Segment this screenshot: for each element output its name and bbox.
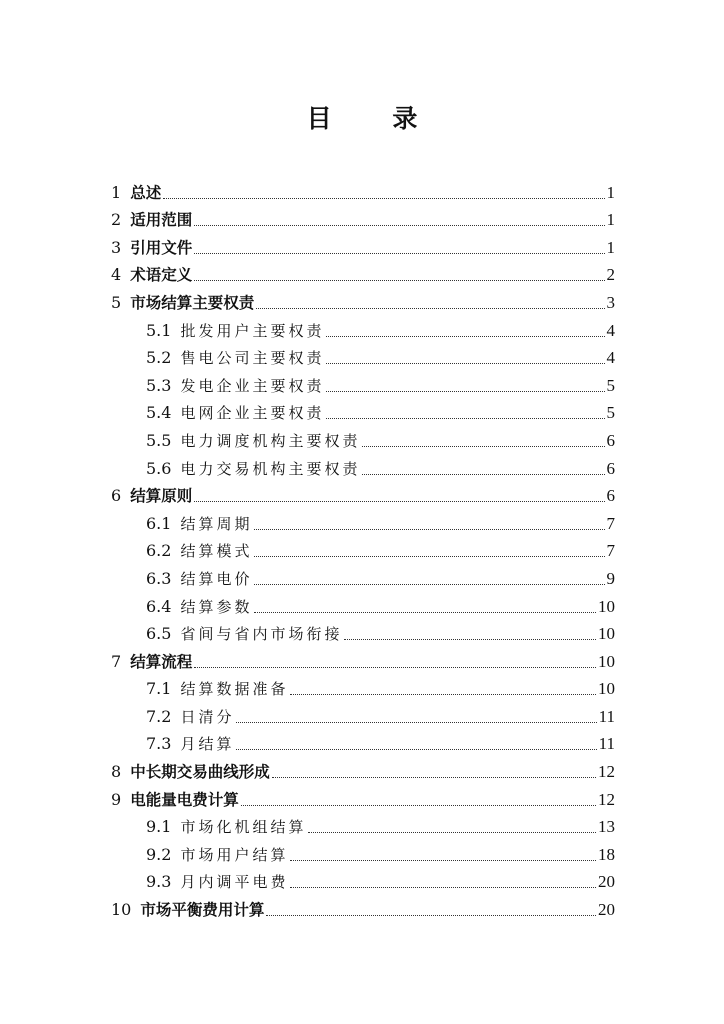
toc-entry-page-number: 6	[606, 486, 615, 506]
toc-entry-page-number: 5	[606, 375, 615, 395]
toc-entry-title: 月结算	[180, 735, 235, 754]
toc-entry[interactable]	[111, 647, 615, 675]
toc-entry[interactable]	[111, 454, 615, 482]
toc-entry-number: 9.2	[146, 844, 172, 864]
toc-entry[interactable]	[111, 730, 615, 758]
dot-leader	[326, 391, 604, 392]
dot-leader	[290, 887, 596, 888]
toc-entry-title: 电力交易机构主要权责	[180, 459, 361, 478]
dot-leader	[290, 694, 596, 695]
toc-entry-number: 7.1	[146, 679, 172, 699]
toc-entry-page-number: 3	[606, 292, 615, 312]
toc-entry-number: 10	[111, 900, 132, 920]
toc-entry[interactable]	[111, 371, 615, 399]
toc-entry-number: 7	[111, 651, 122, 671]
toc-entry[interactable]	[111, 509, 615, 537]
dot-leader	[326, 418, 604, 419]
toc-entry-page-number: 12	[598, 762, 615, 782]
toc-entry-title: 售电公司主要权责	[180, 349, 325, 368]
toc-entry-title: 发电企业主要权责	[180, 376, 325, 395]
toc-entry-title: 市场平衡费用计算	[140, 901, 265, 920]
toc-entry-number: 2	[111, 210, 122, 230]
toc-entry-page-number: 12	[598, 789, 615, 809]
toc-entry-title: 市场用户结算	[180, 845, 289, 864]
toc-entry-number: 5.5	[146, 430, 172, 450]
toc-entry[interactable]	[111, 895, 615, 923]
dot-leader	[326, 336, 604, 337]
page-title: 目 录	[306, 104, 444, 133]
toc-entry-page-number: 10	[598, 679, 615, 699]
toc-entry[interactable]	[111, 399, 615, 427]
dot-leader	[241, 805, 596, 806]
dot-leader	[194, 253, 604, 254]
dot-leader	[326, 363, 604, 364]
toc-entry[interactable]	[111, 206, 615, 234]
toc-entry[interactable]	[111, 233, 615, 261]
toc-entry-page-number: 11	[598, 734, 615, 754]
toc-entry-title: 市场化机组结算	[180, 818, 307, 837]
dot-leader	[236, 749, 596, 750]
toc-entry-page-number: 6	[606, 458, 615, 478]
toc-entry-page-number: 13	[598, 817, 615, 837]
toc-entry-number: 9.1	[146, 817, 172, 837]
dot-leader	[194, 667, 596, 668]
toc-entry-number: 6.4	[146, 596, 172, 616]
toc-entry-number: 7.2	[146, 706, 172, 726]
toc-entry[interactable]	[111, 840, 615, 868]
toc-entry[interactable]	[111, 316, 615, 344]
dot-leader	[344, 639, 596, 640]
toc-entry-title: 电力调度机构主要权责	[180, 431, 361, 450]
toc-entry-title: 电能量电费计算	[130, 790, 239, 809]
toc-entry[interactable]	[111, 564, 615, 592]
dot-leader	[194, 225, 604, 226]
dot-leader	[254, 584, 604, 585]
dot-leader	[272, 777, 596, 778]
toc-entry[interactable]	[111, 592, 615, 620]
toc-entry-number: 6.5	[146, 624, 172, 644]
dot-leader	[236, 722, 596, 723]
toc-entry-page-number: 5	[606, 403, 615, 423]
toc-entry[interactable]	[111, 482, 615, 510]
dot-leader	[163, 198, 604, 199]
toc-entry-number: 5.4	[146, 403, 172, 423]
toc-entry-title: 结算周期	[180, 514, 253, 533]
toc-entry-title: 结算数据准备	[180, 680, 289, 699]
toc-entry[interactable]	[111, 426, 615, 454]
toc-entry-number: 5.3	[146, 375, 172, 395]
toc-entry-title: 月内调平电费	[180, 873, 289, 892]
dot-leader	[256, 308, 604, 309]
toc-entry-title: 适用范围	[130, 211, 193, 230]
toc-entry-number: 7.3	[146, 734, 172, 754]
toc-entry-number: 6.1	[146, 513, 172, 533]
dot-leader	[266, 915, 596, 916]
toc-entry-title: 结算电价	[180, 569, 253, 588]
dot-leader	[362, 474, 604, 475]
toc-entry-page-number: 9	[606, 568, 615, 588]
toc-entry-number: 6.3	[146, 568, 172, 588]
toc-entry-page-number: 4	[606, 320, 615, 340]
toc-entry-title: 市场结算主要权责	[130, 293, 255, 312]
toc-entry-page-number: 1	[606, 182, 615, 202]
toc-entry-page-number: 6	[606, 430, 615, 450]
toc-entry-page-number: 20	[598, 872, 615, 892]
toc-entry-page-number: 10	[598, 596, 615, 616]
toc-entry[interactable]	[111, 702, 615, 730]
toc-entry-title: 术语定义	[130, 266, 193, 285]
toc-entry-title: 结算参数	[180, 597, 253, 616]
toc-entry[interactable]	[111, 757, 615, 785]
toc-entry-number: 1	[111, 182, 122, 202]
toc-entry-title: 结算原则	[130, 487, 193, 506]
dot-leader	[194, 501, 604, 502]
toc-entry-page-number: 7	[606, 513, 615, 533]
toc-entry-number: 9.3	[146, 872, 172, 892]
toc-entry-title: 中长期交易曲线形成	[130, 763, 270, 782]
toc-entry-number: 5.1	[146, 320, 172, 340]
toc-entry-title: 结算模式	[180, 542, 253, 561]
toc-entry-number: 9	[111, 789, 122, 809]
toc-entry[interactable]	[111, 344, 615, 372]
dot-leader	[308, 832, 596, 833]
toc-entry-page-number: 4	[606, 348, 615, 368]
toc-entry[interactable]	[111, 675, 615, 703]
toc-entry[interactable]	[111, 620, 615, 648]
dot-leader	[254, 529, 604, 530]
toc-entry-title: 结算流程	[130, 652, 193, 671]
dot-leader	[362, 446, 604, 447]
toc-entry-number: 3	[111, 237, 122, 257]
dot-leader	[254, 612, 596, 613]
toc-entry-number: 5.2	[146, 348, 172, 368]
toc-entry-page-number: 10	[598, 651, 615, 671]
toc-entry-number: 5	[111, 292, 122, 312]
toc-entry-page-number: 11	[598, 706, 615, 726]
toc-entry-title: 总述	[130, 183, 162, 202]
toc-entry-title: 引用文件	[130, 238, 193, 257]
toc-entry[interactable]	[111, 261, 615, 289]
toc-entry-title: 批发用户主要权责	[180, 321, 325, 340]
toc-entry-title: 省间与省内市场衔接	[180, 625, 343, 644]
toc-entry-number: 4	[111, 265, 122, 285]
dot-leader	[194, 280, 604, 281]
toc-entry-number: 5.6	[146, 458, 172, 478]
toc-entry[interactable]	[111, 288, 615, 316]
dot-leader	[254, 556, 604, 557]
toc-entry[interactable]	[111, 178, 615, 206]
toc-entry-number: 6	[111, 486, 122, 506]
toc-entry-title: 电网企业主要权责	[180, 404, 325, 423]
toc-entry-page-number: 20	[598, 900, 615, 920]
toc-entry-number: 6.2	[146, 541, 172, 561]
toc-entry-page-number: 2	[606, 265, 615, 285]
toc-entry[interactable]	[111, 785, 615, 813]
toc-entry[interactable]	[111, 537, 615, 565]
toc-entry-page-number: 18	[598, 844, 615, 864]
toc-entry-title: 日清分	[180, 707, 235, 726]
toc-entry-page-number: 1	[606, 210, 615, 230]
dot-leader	[290, 860, 596, 861]
toc-entry-number: 8	[111, 762, 122, 782]
table-of-contents	[111, 178, 615, 923]
toc-entry-page-number: 1	[606, 237, 615, 257]
toc-entry[interactable]	[111, 868, 615, 896]
toc-entry-page-number: 7	[606, 541, 615, 561]
toc-entry[interactable]	[111, 813, 615, 841]
toc-entry-page-number: 10	[598, 624, 615, 644]
